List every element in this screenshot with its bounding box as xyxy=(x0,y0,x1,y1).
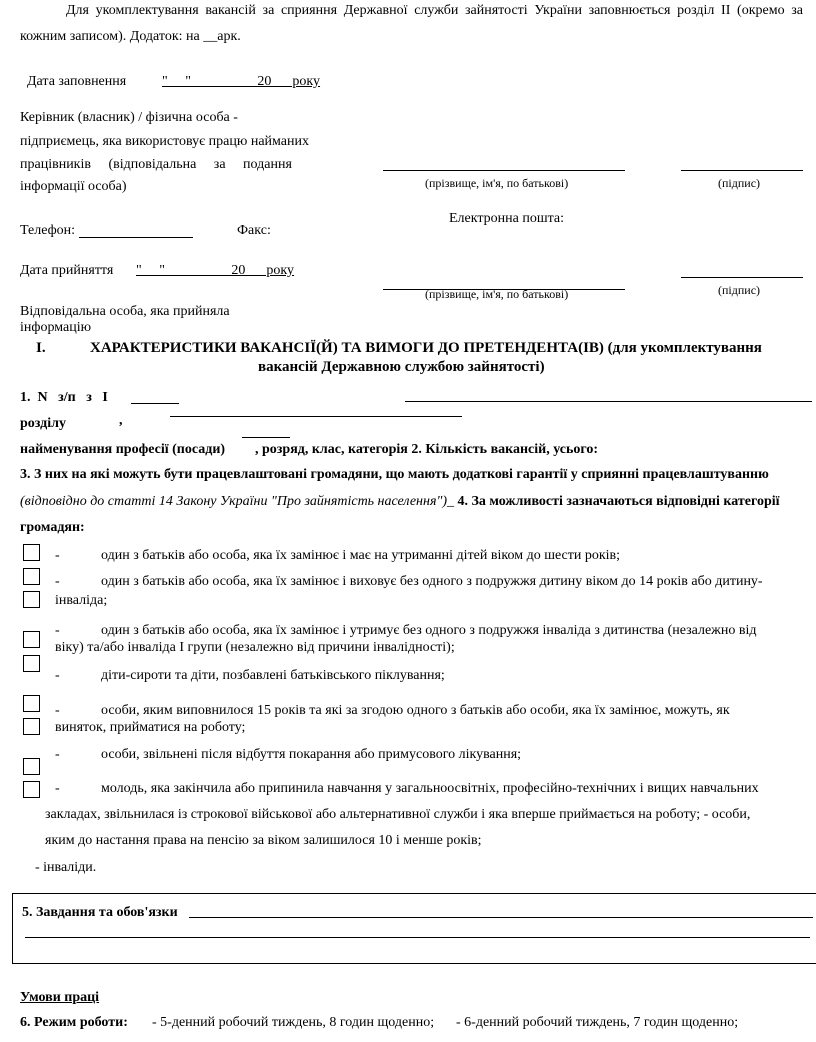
intro-line-1: Для укомплектування вакансій за сприяння Державної служби зайнятості України заповнюється розділ II (окремо за xyxy=(66,3,803,18)
fill-date-value[interactable]: " " 20 року xyxy=(162,74,321,89)
category-text-3: один з батьків або особа, яка їх замінює і утримує без одного з подружжя інваліда з дитинства (незалежно від xyxy=(101,623,757,638)
profession-label: найменування професії (посади) xyxy=(20,442,226,457)
category-text-5: особи, яким виповнилося 15 років та які за згодою одного з батьків або особи, яка їх замінює, можуть, як xyxy=(101,703,730,718)
category-checkbox-3[interactable] xyxy=(23,591,40,608)
category-checkbox-7[interactable] xyxy=(23,718,40,735)
section-number: I. xyxy=(36,340,46,356)
section-title-line-2: вакансій Державною службою зайнятості) xyxy=(258,359,545,375)
item3-item4-heading: 4. За можливості зазначаються відповідні категорії xyxy=(454,494,780,509)
fax-label: Факс: xyxy=(237,223,271,238)
category-checkbox-2[interactable] xyxy=(23,568,40,585)
manager-signature-caption: (підпис) xyxy=(718,176,761,190)
item3-line-1: 3. З них на які можуть бути працевлаштовані громадяни, що мають додаткові гарантії у сприянні працевлаштуванню xyxy=(20,467,769,482)
responsible-line-1: Відповідальна особа, яка прийняла xyxy=(20,304,230,319)
category-text-2: один з батьків або особа, яка їх замінює і виховує без одного з подружжя дитину віком до 14 років або дитину- xyxy=(101,574,763,589)
item3-line-3: громадян: xyxy=(20,520,85,535)
email-label: Електронна пошта: xyxy=(449,211,565,226)
profession-field-line[interactable] xyxy=(242,437,290,438)
item1-long-line[interactable] xyxy=(405,401,812,402)
manager-name-caption: (прізвище, ім'я, по батькові) xyxy=(425,176,569,190)
responsible-line-2: інформацію xyxy=(20,320,92,335)
category-dash: - xyxy=(55,548,60,563)
category-checkbox-9[interactable] xyxy=(23,781,40,798)
category-text-5-cont: виняток, прийматися на роботу; xyxy=(55,720,246,735)
category-checkbox-8[interactable] xyxy=(23,758,40,775)
work-mode-option-5day[interactable]: - 5-денний робочий тиждень, 8 годин щоденно; xyxy=(152,1015,435,1030)
category-dash: - xyxy=(55,747,60,762)
category-text-7-cont2: яким до настання права на пенсію за віком залишилося 10 і менше років; xyxy=(45,833,482,848)
duties-field-line-1[interactable] xyxy=(189,917,813,918)
conditions-heading: Умови праці xyxy=(20,990,100,1005)
category-dash: - xyxy=(55,668,60,683)
item1-section-word: розділу xyxy=(20,416,66,431)
item3-law-reference: (відповідно до статті 14 Закону України "Про зайнятість населення")_ xyxy=(20,494,454,509)
accept-date-value[interactable]: " " 20 року xyxy=(136,263,295,278)
duties-frame xyxy=(12,893,816,964)
work-mode-label: 6. Режим роботи: xyxy=(20,1015,128,1030)
category-text-2-cont: інваліда; xyxy=(55,593,108,608)
category-checkbox-1[interactable] xyxy=(23,544,40,561)
item3-line-2 xyxy=(20,495,780,509)
item1-comma: , xyxy=(119,413,123,428)
profession-rank-label: , розряд, клас, категорія 2. Кількість вакансій, усього: xyxy=(255,442,599,457)
category-checkbox-4[interactable] xyxy=(23,631,40,648)
category-dash: - xyxy=(55,623,60,638)
item1-section-line[interactable] xyxy=(170,416,462,417)
manager-signature-line[interactable] xyxy=(681,170,803,171)
category-invalids: - інваліди. xyxy=(35,860,97,875)
phone-label: Телефон: xyxy=(20,223,76,238)
duties-label: 5. Завдання та обов'язки xyxy=(22,905,178,920)
fill-date-label: Дата заповнення xyxy=(27,74,127,89)
responsible-signature-caption: (підпис) xyxy=(718,283,761,297)
category-text-1: один з батьків або особа, яка їх замінює і має на утриманні дітей віком до шести років; xyxy=(101,548,621,563)
phone-field-line[interactable] xyxy=(79,237,193,238)
item1-label: 1. N з/п з I xyxy=(20,390,108,405)
category-text-7: молодь, яка закінчила або припинила навчання у загальноосвітніх, професійно-технічних і вищих навчальних xyxy=(101,781,759,796)
category-text-6: особи, звільнені після відбуття покарання або примусового лікування; xyxy=(101,747,522,762)
category-text-4: діти-сироти та діти, позбавлені батьківського піклування; xyxy=(101,668,445,683)
category-text-7-cont: закладах, звільнилася із строкової військової або альтернативної служби і яка вперше приймається на роботу; - особи, xyxy=(45,807,751,822)
category-dash: - xyxy=(55,781,60,796)
category-dash: - xyxy=(55,703,60,718)
responsible-name-caption: (прізвище, ім'я, по батькові) xyxy=(425,287,569,301)
item1-number-line[interactable] xyxy=(131,403,179,404)
manager-line-3: працівників (відповідальна за подання xyxy=(20,157,292,172)
category-text-3-cont: віку) та/або інваліда I групи (незалежно від причини інвалідності); xyxy=(55,640,455,655)
manager-line-1: Керівник (власник) / фізична особа - xyxy=(20,110,238,125)
section-title-line-1: ХАРАКТЕРИСТИКИ ВАКАНСІЇ(Й) ТА ВИМОГИ ДО ПРЕТЕНДЕНТА(ІВ) (для укомплектування xyxy=(90,340,762,356)
responsible-signature-line[interactable] xyxy=(681,277,803,278)
category-checkbox-5[interactable] xyxy=(23,655,40,672)
accept-date-label: Дата прийняття xyxy=(20,263,114,278)
manager-name-line[interactable] xyxy=(383,170,625,171)
duties-field-line-2[interactable] xyxy=(25,937,810,938)
manager-line-4: інформації особа) xyxy=(20,179,127,194)
category-checkbox-6[interactable] xyxy=(23,695,40,712)
intro-line-2: кожним записом). Додаток: на __арк. xyxy=(20,29,241,44)
work-mode-option-6day[interactable]: - 6-денний робочий тиждень, 7 годин щоденно; xyxy=(456,1015,739,1030)
manager-line-2: підприємець, яка використовує працю найманих xyxy=(20,134,309,149)
category-dash: - xyxy=(55,574,60,589)
